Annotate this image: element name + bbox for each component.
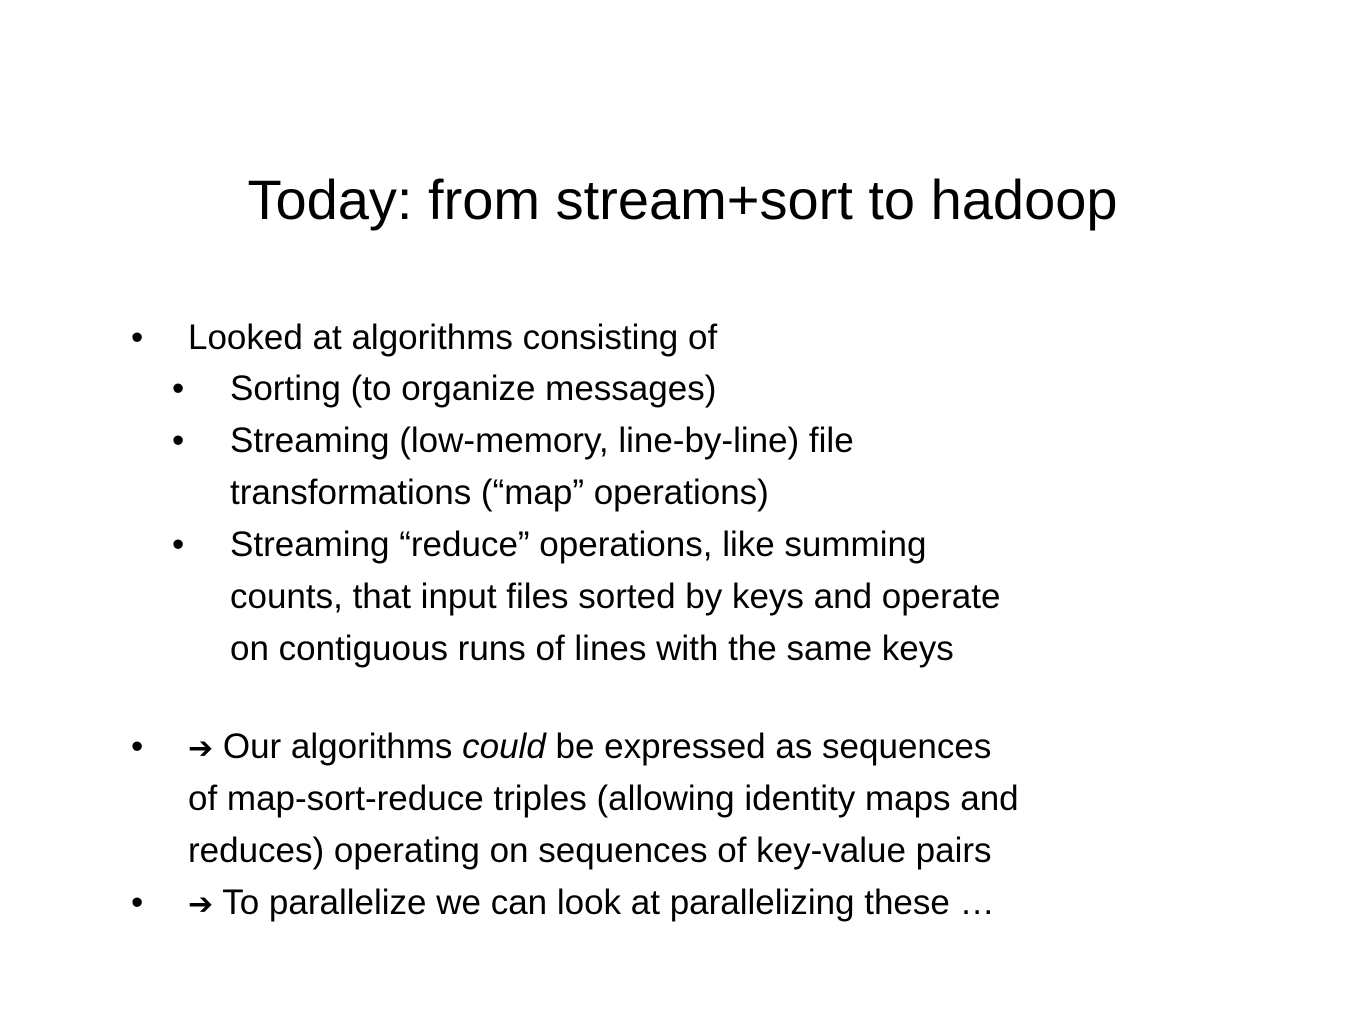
bullet-text-part: be expressed as sequences <box>545 727 992 766</box>
bullet-text: Streaming (low-memory, line-by-line) file <box>230 421 854 460</box>
bullet-text: Sorting (to organize messages) <box>230 369 717 408</box>
bullet-marker: • <box>131 318 144 357</box>
bullet-text-continuation: of map-sort-reduce triples (allowing identity maps and <box>188 779 1019 818</box>
bullet-text <box>188 877 995 931</box>
bullet-text-part: To parallelize we can look at parallelizing these … <box>213 883 995 922</box>
bullet-marker: • <box>172 421 185 460</box>
bullet-marker: • <box>172 525 185 564</box>
bullet-text-continuation: on contiguous runs of lines with the same keys <box>230 629 954 668</box>
bullet-marker: • <box>131 727 144 766</box>
bullet-text: Looked at algorithms consisting of <box>188 318 718 357</box>
right-arrow-icon: ➔ <box>188 887 214 922</box>
bullet-marker: • <box>131 883 144 922</box>
bullet-text-continuation: reduces) operating on sequences of key-value pairs <box>188 831 992 870</box>
bullet-text <box>188 721 991 775</box>
bullet-text: Streaming “reduce” operations, like summing <box>230 525 927 564</box>
bullet-marker: • <box>172 369 185 408</box>
bullet-text-continuation: counts, that input files sorted by keys and operate <box>230 577 1001 616</box>
slide-title: Today: from stream+sort to hadoop <box>247 168 1118 231</box>
bullet-text-part: Our algorithms <box>213 727 463 766</box>
right-arrow-icon: ➔ <box>188 731 214 766</box>
bullet-text-continuation: transformations (“map” operations) <box>230 473 769 512</box>
emphasis-text: could <box>462 727 546 766</box>
